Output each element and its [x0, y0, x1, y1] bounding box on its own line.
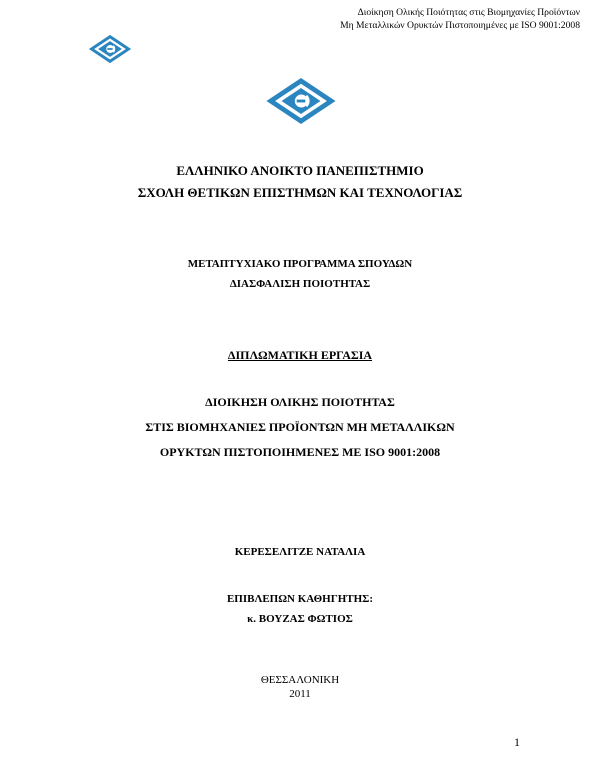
university-emblem-icon [88, 34, 132, 64]
university-emblem-icon [265, 76, 337, 126]
place-year-block [0, 673, 600, 701]
page-number: 1 [514, 735, 520, 749]
program-line-1: ΜΕΤΑΠΤΥΧΙΑΚΟ ΠΡΟΓΡΑΜΜΑ ΣΠΟΥΔΩΝ [187, 258, 413, 270]
thesis-label: ΔΙΠΛΩΜΑΤΙΚΗ ΕΡΓΑΣΙΑ [227, 348, 373, 362]
place: ΘΕΣΣΑΛΟΝΙΚΗ [260, 674, 340, 686]
running-header-line-1: Διοίκηση Ολικής Ποιότητας στις Βιομηχανίες Προϊόντων [357, 7, 580, 18]
program-block [0, 254, 600, 294]
university-name: ΕΛΛΗΝΙΚΟ ΑΝΟΙΚΤΟ ΠΑΝΕΠΙΣΤΗΜΙΟ [176, 163, 424, 178]
running-header [340, 6, 580, 32]
thesis-title-line-1: ΔΙΟΙΚΗΣΗ ΟΛΙΚΗΣ ΠΟΙΟΤΗΤΑΣ [205, 395, 395, 409]
supervisor-name: κ. ΒΟΥΖΑΣ ΦΩΤΙΟΣ [247, 613, 353, 625]
supervisor-block [0, 589, 600, 629]
year: 2011 [289, 688, 311, 700]
author-name: ΚΕΡΕΣΕΛΙΤΖΕ ΝΑΤΑΛΙΑ [234, 546, 366, 558]
supervisor-label: ΕΠΙΒΛΕΠΩΝ ΚΑΘΗΓΗΤΗΣ: [226, 593, 374, 605]
running-header-line-2: Μη Μεταλλικών Ορυκτών Πιστοποιημένες με ISO 9001:2008 [340, 20, 580, 31]
institution-block [0, 160, 600, 204]
school-name: ΣΧΟΛΗ ΘΕΤΙΚΩΝ ΕΠΙΣΤΗΜΩΝ ΚΑΙ ΤΕΧΝΟΛΟΓΙΑΣ [137, 185, 463, 200]
thesis-title [0, 390, 600, 465]
thesis-title-line-2: ΣΤΙΣ ΒΙΟΜΗΧΑΝΙΕΣ ΠΡΟΪΟΝΤΩΝ ΜΗ ΜΕΤΑΛΛΙΚΩΝ [145, 420, 455, 434]
thesis-title-line-3: ΟΡΥΚΤΩΝ ΠΙΣΤΟΠΟΙΗΜΕΝΕΣ ΜΕ ISO 9001:2008 [159, 445, 441, 459]
program-line-2: ΔΙΑΣΦΑΛΙΣΗ ΠΟΙΟΤΗΤΑΣ [229, 278, 371, 290]
